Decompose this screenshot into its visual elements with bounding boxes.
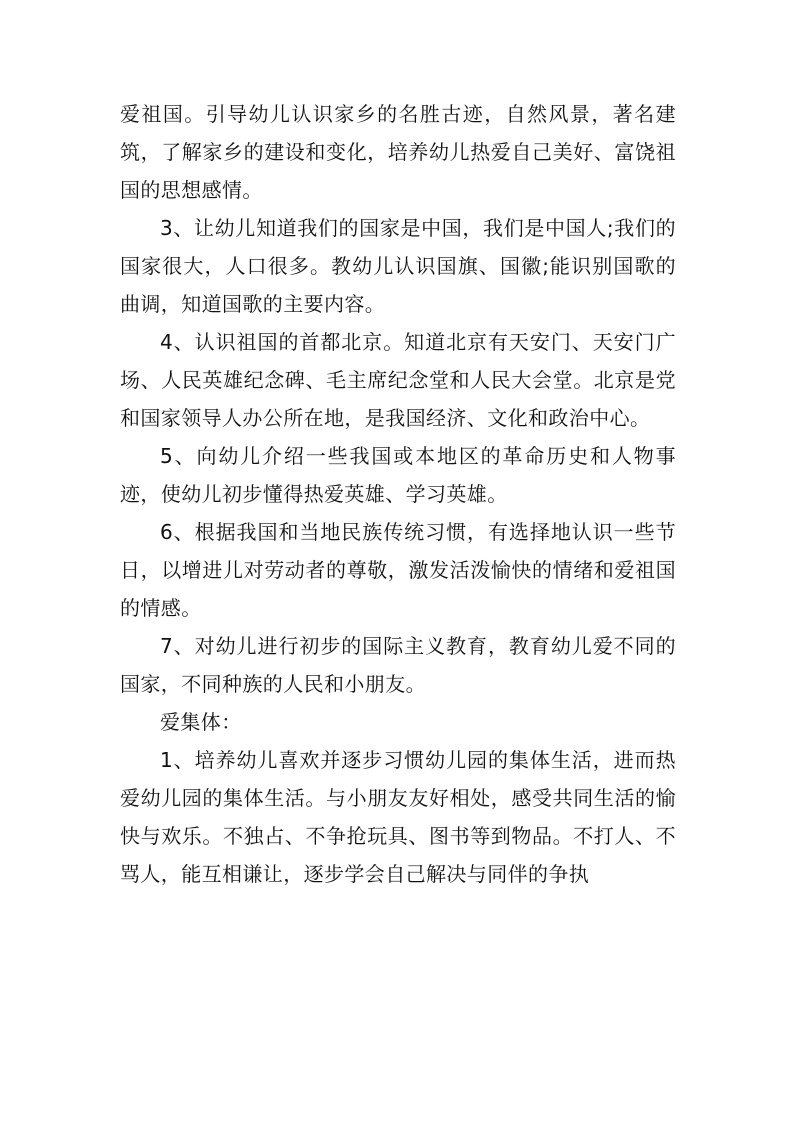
paragraph-item-3: 3、让幼儿知道我们的国家是中国，我们是中国人;我们的国家很大，人口很多。教幼儿认识国旗、国徽;能识别国歌的曲调，知道国歌的主要内容。 [120, 216, 676, 316]
paragraph-item-5: 5、向幼儿介绍一些我国或本地区的革命历史和人物事迹，使幼儿初步懂得热爱英雄、学习英雄。 [120, 444, 676, 506]
paragraph-item-7: 7、对幼儿进行初步的国际主义教育，教育幼儿爱不同的国家，不同种族的人民和小朋友。 [120, 634, 676, 696]
section-heading-love-collective: 爱集体： [160, 710, 242, 734]
document-body [120, 95, 676, 893]
paragraph-item-4: 4、认识祖国的首都北京。知道北京有天安门、天安门广场、人民英雄纪念碑、毛主席纪念堂和人民大会堂。北京是党和国家领导人办公所在地，是我国经济、文化和政治中心。 [120, 330, 676, 430]
paragraph-continuation: 爱祖国。引导幼儿认识家乡的名胜古迹，自然风景，著名建筑，了解家乡的建设和变化，培养幼儿热爱自己美好、富饶祖国的思想感情。 [120, 102, 676, 202]
paragraph-collective-item-1: 1、培养幼儿喜欢并逐步习惯幼儿园的集体生活，进而热爱幼儿园的集体生活。与小朋友友好相处，感受共同生活的愉快与欢乐。不独占、不争抢玩具、图书等到物品。不打人、不骂人，能互相谦让，逐步学会自己解决与同伴的争执 [120, 748, 676, 886]
paragraph-item-6: 6、根据我国和当地民族传统习惯，有选择地认识一些节日，以增进儿对劳动者的尊敬，激发活泼愉快的情绪和爱祖国的情感。 [120, 520, 676, 620]
